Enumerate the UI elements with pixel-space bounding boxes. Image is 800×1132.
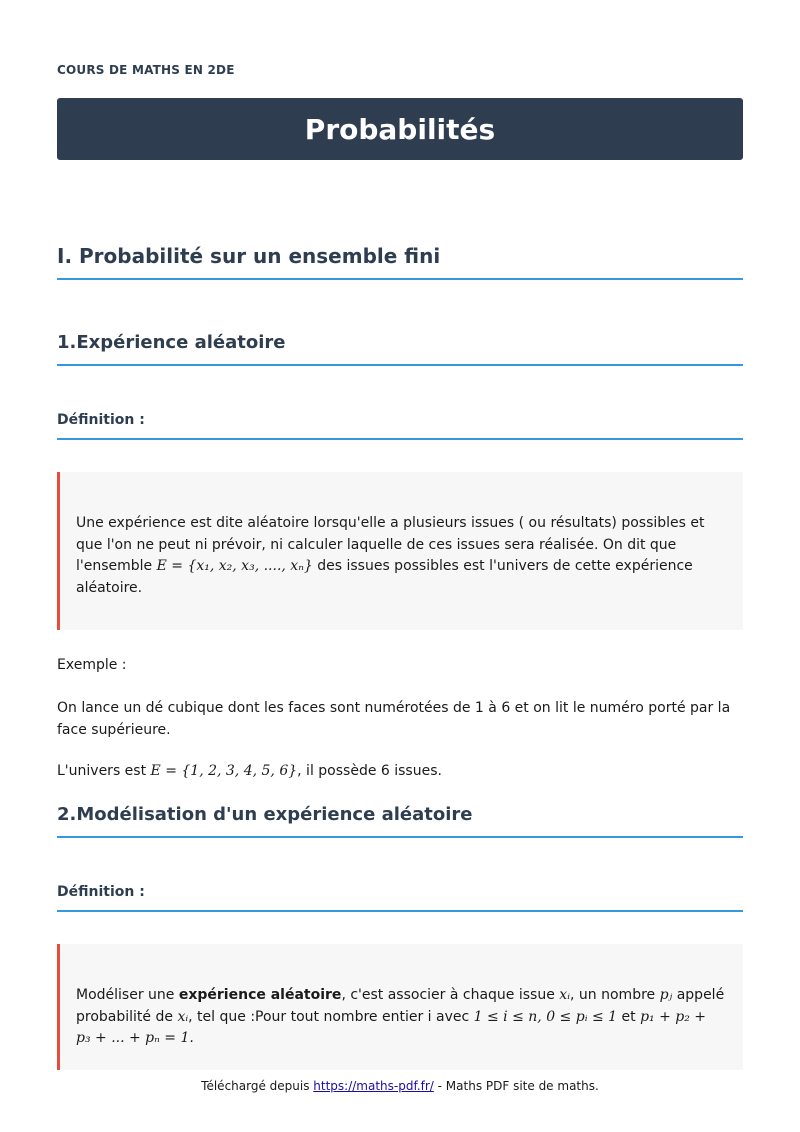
definition-text-part: des issues possibles est l'univers de cette expérience aléatoire. bbox=[76, 558, 693, 596]
math-die-universe: E = {1, 2, 3, 4, 5, 6} bbox=[150, 763, 298, 779]
definition-text-part: Une expérience est dite aléatoire lorsqu'elle a plusieurs issues ( ou résultats) possibles et que l'on ne peut ni prévoir, ni calculer laquelle de ces issues sera réalisée. On dit que l'ensemble bbox=[76, 515, 705, 574]
definition-bold-term: expérience aléatoire bbox=[178, 987, 342, 1003]
definition-text-part: Modéliser une bbox=[76, 987, 179, 1003]
definition-text-part: , tel que :Pour tout nombre entier i avec bbox=[188, 1008, 474, 1025]
math-sum-equation: p₁ + p₂ + p₃ + ... + pₙ = 1. bbox=[76, 1008, 707, 1046]
page-footer bbox=[0, 1079, 800, 1093]
universe-sentence bbox=[57, 761, 743, 783]
title-banner bbox=[57, 98, 743, 160]
universe-text-part: L'univers est bbox=[57, 763, 151, 779]
page-title: Probabilités bbox=[304, 112, 496, 146]
definition-box-1 bbox=[57, 472, 743, 630]
definition-label-2: Définition : bbox=[57, 884, 743, 912]
math-pj: pⱼ bbox=[659, 987, 673, 1003]
course-kicker: COURS DE MATHS EN 2DE bbox=[57, 63, 235, 77]
example-text: On lance un dé cubique dont les faces sont numérotées de 1 à 6 et on lit le numéro porté par la face supérieure. bbox=[57, 700, 731, 738]
example-label: Exemple : bbox=[57, 657, 127, 673]
footer-text: - Maths PDF site de maths. bbox=[433, 1079, 599, 1093]
footer-text: Téléchargé depuis bbox=[201, 1079, 314, 1093]
math-xi: xᵢ bbox=[559, 987, 571, 1003]
math-xi: xᵢ bbox=[177, 1008, 189, 1025]
math-universe-set: E = {x₁, x₂, x₃, ...., xₙ} bbox=[156, 558, 313, 574]
section-heading: I. Probabilité sur un ensemble fini bbox=[57, 244, 743, 280]
definition-text-part: et bbox=[617, 1008, 641, 1025]
definition-text-part: , c'est associer à chaque issue bbox=[341, 987, 560, 1003]
definition-text-1 bbox=[76, 513, 725, 599]
universe-text-part: , il possède 6 issues. bbox=[297, 763, 442, 779]
subsection-heading-2: 2.Modélisation d'un expérience aléatoire bbox=[57, 804, 743, 838]
definition-text-part: appelé probabilité de bbox=[76, 987, 725, 1025]
footer-link[interactable]: https://maths-pdf.fr/ bbox=[313, 1079, 434, 1093]
subsection-heading-1: 1.Expérience aléatoire bbox=[57, 332, 743, 366]
definition-text-2 bbox=[76, 985, 725, 1050]
math-inequality: 1 ≤ i ≤ n, 0 ≤ pᵢ ≤ 1 bbox=[473, 1008, 618, 1025]
definition-text-part: , un nombre bbox=[570, 987, 660, 1003]
definition-label-1: Définition : bbox=[57, 412, 743, 440]
definition-box-2 bbox=[57, 944, 743, 1070]
